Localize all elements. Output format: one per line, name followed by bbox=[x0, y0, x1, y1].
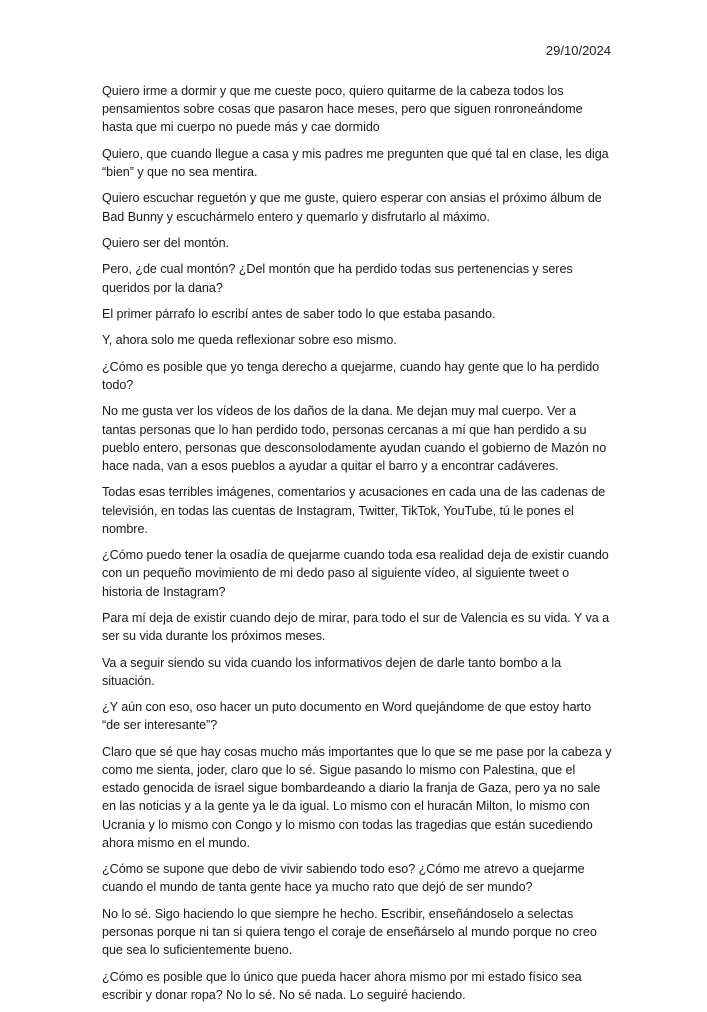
paragraph: Claro que sé que hay cosas mucho más importantes que lo que se me pase por la cabeza y como me sienta, joder, claro que lo sé. Sigue pasando lo mismo con Palestina, que el estado genocida de israel sigue bombardeando a diario la franja de Gaza, pero ya no sale en las noticias y a la gente ya le da igual. Lo mismo con el huracán Milton, lo mismo con Ucrania y lo mismo con Congo y lo mismo con todas las tragedias que están sucediendo ahora mismo en el mundo. bbox=[102, 744, 612, 850]
paragraph: Para mí deja de existir cuando dejo de mirar, para todo el sur de Valencia es su vida. Y va a ser su vida durante los próximos meses. bbox=[102, 610, 610, 644]
document-date: 29/10/2024 bbox=[545, 43, 611, 58]
paragraph: Y, ahora solo me queda reflexionar sobre eso mismo. bbox=[102, 333, 397, 348]
paragraph: Quiero escuchar reguetón y que me guste, quiero esperar con ansias el próximo álbum de Bad Bunny y escuchármelo entero y quemarlo y disfrutarlo al máximo. bbox=[102, 191, 602, 224]
paragraph: Quiero irme a dormir y que me cueste poco, quiero quitarme de la cabeza todos los pensamientos sobre cosas que pasaron hace meses, pero que siguen ronroneándome hasta que mi cuerpo no puede más y cae dormido bbox=[102, 84, 583, 135]
paragraph: ¿Cómo es posible que yo tenga derecho a quejarme, cuando hay gente que lo ha perdido todo? bbox=[102, 359, 600, 392]
paragraph: ¿Cómo es posible que lo único que pueda hacer ahora mismo por mi estado físico sea escribir y donar ropa? No lo sé. No sé nada. Lo seguiré haciendo. bbox=[102, 969, 582, 1002]
paragraph: Todas esas terribles imágenes, comentarios y acusaciones en cada una de las cadenas de televisión, en todas las cuentas de Instagram, Twitter, TikTok, YouTube, tú le pones el nombre. bbox=[102, 485, 606, 536]
paragraph: ¿Cómo se supone que debo de vivir sabiendo todo eso? ¿Cómo me atrevo a quejarme cuando el mundo de tanta gente hace ya mucho rato que dejó de ser mundo? bbox=[102, 862, 585, 895]
paragraph: ¿Cómo puedo tener la osadía de quejarme cuando toda esa realidad deja de existir cuando con un pequeño movimiento de mi dedo paso al siguiente vídeo, al siguiente tweet o historia de Instagram? bbox=[102, 548, 609, 599]
paragraph: Quiero, que cuando llegue a casa y mis padres me pregunten que qué tal en clase, les diga “bien” y que no sea mentira. bbox=[102, 146, 609, 179]
paragraph: No me gusta ver los vídeos de los daños de la dana. Me dejan muy mal cuerpo. Ver a tantas personas que lo han perdido todo, personas cercanas a mí que han perdido a su pueblo entero, personas que desconsolodamente ayudan cuando el gobierno de Mazón no hace nada, van a esos pueblos a ayudar a quitar el barro y a encontrar cadáveres. bbox=[102, 404, 607, 473]
paragraph: Pero, ¿de cual montón? ¿Del montón que ha perdido todas sus pertenencias y seres queridos por la dana? bbox=[102, 262, 573, 295]
document-body bbox=[102, 82, 612, 1012]
paragraph: Quiero ser del montón. bbox=[102, 235, 230, 250]
paragraph: ¿Y aún con eso, oso hacer un puto documento en Word quejándome de que estoy harto “de ser interesante”? bbox=[102, 700, 592, 733]
paragraph: No lo sé. Sigo haciendo lo que siempre he hecho. Escribir, enseñándoselo a selectas personas porque ni tan si quiera tengo el coraje de enseñárselo al mundo porque no creo que sea lo suficientemente bueno. bbox=[102, 906, 597, 958]
paragraph: Va a seguir siendo su vida cuando los informativos dejen de darle tanto bombo a la situación. bbox=[102, 655, 562, 688]
paragraph: El primer párrafo lo escribí antes de saber todo lo que estaba pasando. bbox=[102, 306, 496, 321]
